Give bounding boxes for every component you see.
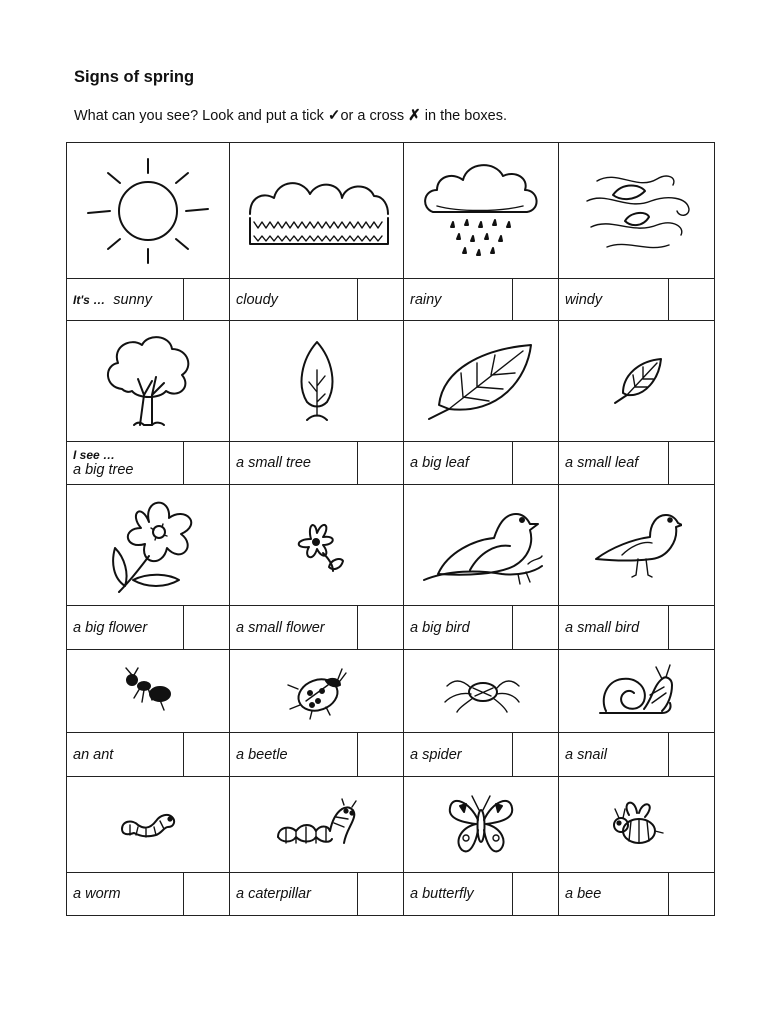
label-big-tree: a big tree xyxy=(73,462,134,478)
picture-cell xyxy=(404,650,559,733)
label-cell xyxy=(67,279,184,321)
picture-cell xyxy=(404,143,559,279)
label-cell xyxy=(67,442,184,485)
picture-cell xyxy=(559,321,715,442)
answer-box[interactable] xyxy=(358,606,404,650)
big-bird-icon xyxy=(418,500,544,590)
label-rainy: rainy xyxy=(404,279,513,321)
answer-box[interactable] xyxy=(669,733,715,777)
label-butterfly: a butterfly xyxy=(404,873,513,916)
worksheet-grid xyxy=(66,142,715,916)
answer-box[interactable] xyxy=(358,873,404,916)
answer-box[interactable] xyxy=(184,279,230,321)
rain-cloud-icon xyxy=(419,156,543,266)
picture-cell xyxy=(67,321,230,442)
picture-cell xyxy=(230,143,404,279)
answer-box[interactable] xyxy=(184,873,230,916)
label-small-tree: a small tree xyxy=(230,442,358,485)
picture-cell xyxy=(67,485,230,606)
tick-mark: ✓ xyxy=(327,107,341,124)
picture-cell xyxy=(559,143,715,279)
picture-cell xyxy=(559,777,715,873)
small-tree-icon xyxy=(287,336,347,426)
picture-cell xyxy=(67,777,230,873)
big-flower-icon xyxy=(93,492,203,598)
picture-cell xyxy=(230,650,404,733)
beetle-icon xyxy=(282,661,352,721)
answer-box[interactable] xyxy=(513,733,559,777)
wind-icon xyxy=(577,161,697,261)
spider-icon xyxy=(441,666,521,716)
answer-box[interactable] xyxy=(358,733,404,777)
isee-prefix: I see … xyxy=(73,448,116,462)
worm-icon xyxy=(116,805,180,845)
label-beetle: a beetle xyxy=(230,733,358,777)
small-flower-icon xyxy=(285,513,349,577)
cross-mark: ✗ xyxy=(408,107,421,124)
caterpillar-icon xyxy=(272,797,362,853)
picture-cell xyxy=(67,650,230,733)
label-ant: an ant xyxy=(67,733,184,777)
answer-box[interactable] xyxy=(358,279,404,321)
picture-cell xyxy=(404,777,559,873)
answer-box[interactable] xyxy=(513,606,559,650)
big-tree-icon xyxy=(98,329,198,433)
sun-icon xyxy=(78,151,218,271)
label-cloudy: cloudy xyxy=(230,279,358,321)
picture-cell xyxy=(230,777,404,873)
answer-box[interactable] xyxy=(513,279,559,321)
instruction-text: What can you see? Look and put a tick xyxy=(74,108,328,124)
label-bee: a bee xyxy=(559,873,669,916)
label-caterpillar: a caterpillar xyxy=(230,873,358,916)
label-windy: windy xyxy=(559,279,669,321)
small-leaf-icon xyxy=(607,353,667,409)
picture-cell xyxy=(404,485,559,606)
answer-box[interactable] xyxy=(184,606,230,650)
label-snail: a snail xyxy=(559,733,669,777)
ant-icon xyxy=(118,666,178,716)
picture-cell xyxy=(404,321,559,442)
answer-box[interactable] xyxy=(513,873,559,916)
label-spider: a spider xyxy=(404,733,513,777)
instruction-text-2: or a cross xyxy=(340,108,409,124)
label-big-flower: a big flower xyxy=(67,606,184,650)
label-big-bird: a big bird xyxy=(404,606,513,650)
bee-icon xyxy=(605,795,669,855)
picture-cell xyxy=(559,485,715,606)
answer-box[interactable] xyxy=(669,279,715,321)
answer-box[interactable] xyxy=(669,606,715,650)
instructions xyxy=(74,106,507,124)
answer-box[interactable] xyxy=(184,733,230,777)
clouds-icon xyxy=(242,166,392,256)
snail-icon xyxy=(592,659,682,723)
label-small-leaf: a small leaf xyxy=(559,442,669,485)
answer-box[interactable] xyxy=(669,873,715,916)
picture-cell xyxy=(230,321,404,442)
label-small-flower: a small flower xyxy=(230,606,358,650)
label-worm: a worm xyxy=(67,873,184,916)
label-big-leaf: a big leaf xyxy=(404,442,513,485)
picture-cell xyxy=(67,143,230,279)
page-title: Signs of spring xyxy=(74,68,195,86)
answer-box[interactable] xyxy=(669,442,715,485)
label-small-bird: a small bird xyxy=(559,606,669,650)
answer-box[interactable] xyxy=(358,442,404,485)
big-leaf-icon xyxy=(423,339,539,423)
instruction-text-3: in the boxes. xyxy=(420,108,507,124)
answer-box[interactable] xyxy=(184,442,230,485)
picture-cell xyxy=(559,650,715,733)
small-bird-icon xyxy=(592,505,682,585)
answer-box[interactable] xyxy=(513,442,559,485)
picture-cell xyxy=(230,485,404,606)
label-sunny: sunny xyxy=(113,291,152,308)
butterfly-icon xyxy=(446,790,516,860)
its-prefix: It's … xyxy=(73,292,106,307)
